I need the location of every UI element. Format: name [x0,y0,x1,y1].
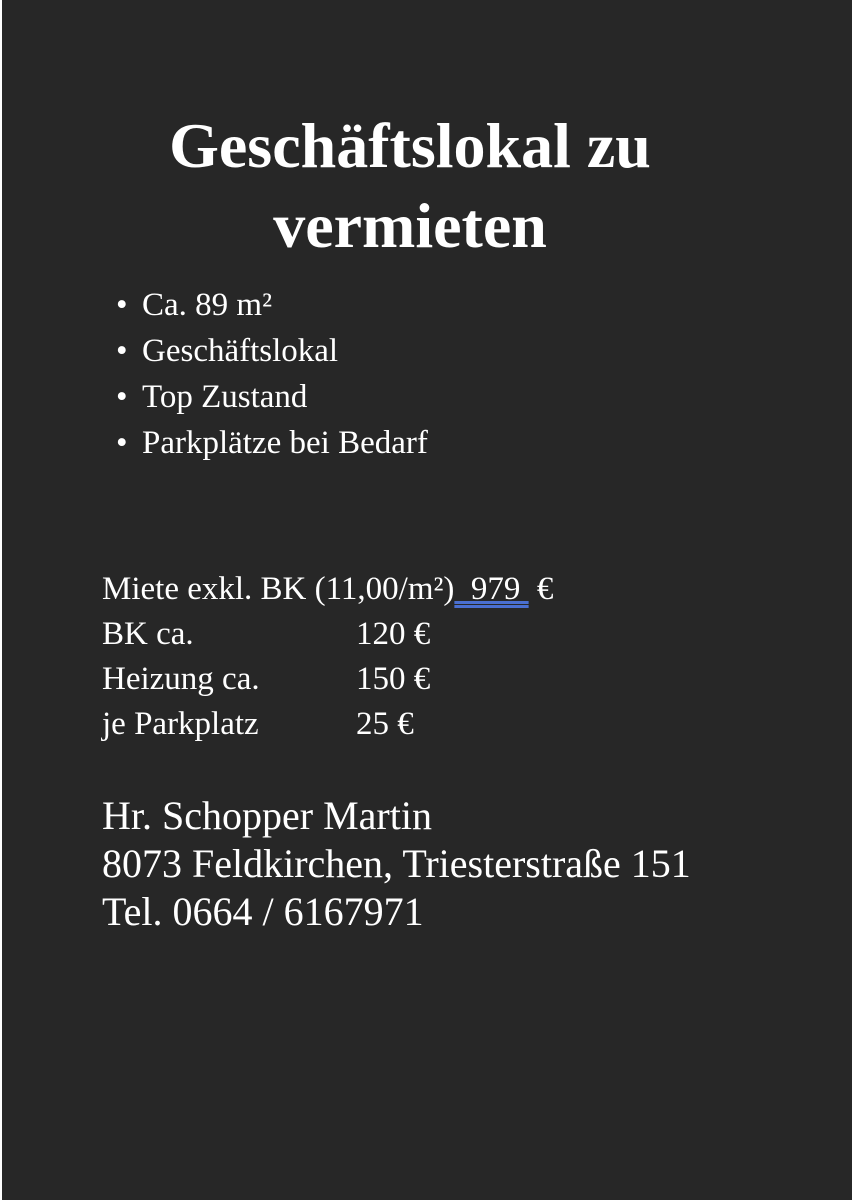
title-line-1: Geschäftslokal zu [169,110,651,181]
rent-row [102,567,553,612]
feature-text: Geschäftslokal [142,333,339,369]
cost-row-parking [102,702,553,747]
feature-text: Ca. 89 m² [142,287,272,323]
contact-block [102,792,691,936]
flyer-page [2,0,852,1200]
feature-list [116,282,428,466]
bullet-icon: • [116,425,128,461]
contact-name: Hr. Schopper Martin [102,793,432,838]
cost-row-operating [102,612,553,657]
cost-row-heating [102,657,553,702]
bullet-icon: • [116,287,128,323]
bullet-icon: • [116,379,128,415]
bullet-icon: • [116,333,128,369]
cost-value: 25 € [356,706,414,742]
cost-table [102,567,553,747]
rent-currency: € [528,571,554,607]
feature-item [116,420,428,466]
feature-text: Top Zustand [142,379,308,415]
flyer-title [2,106,818,266]
cost-value: 120 € [356,616,431,652]
feature-item [116,328,428,374]
feature-text: Parkplätze bei Bedarf [142,425,428,461]
contact-phone: Tel. 0664 / 6167971 [102,889,424,934]
title-line-2: vermieten [273,190,547,261]
feature-item [116,374,428,420]
feature-item [116,282,428,328]
cost-value: 150 € [356,661,431,697]
cost-label: Heizung ca. [102,661,260,697]
rent-label: Miete exkl. BK (11,00/m²) [102,571,455,607]
cost-label: je Parkplatz [102,706,259,742]
cost-label: BK ca. [102,616,194,652]
contact-address: 8073 Feldkirchen, Triesterstraße 151 [102,841,691,886]
rent-value: 979 [454,571,529,607]
